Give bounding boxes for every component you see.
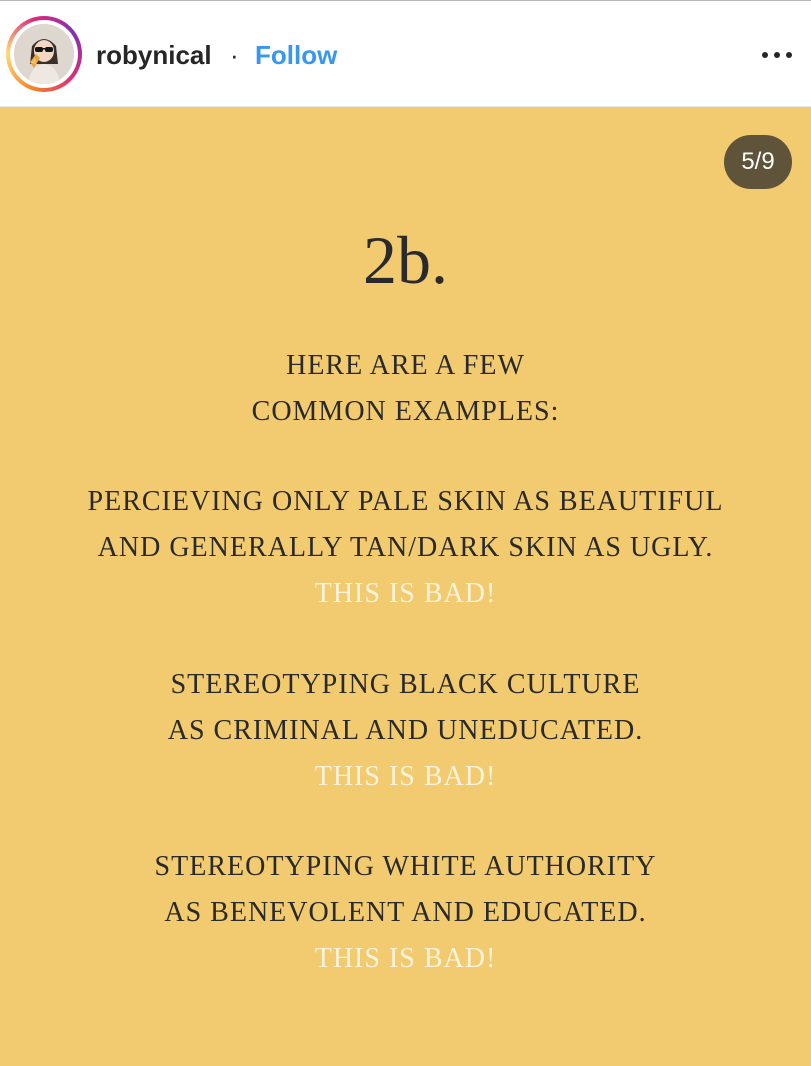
separator-dot: ·: [230, 40, 239, 70]
example-2-line-2: AS CRIMINAL AND UNEDUCATED.: [167, 715, 644, 746]
avatar[interactable]: [6, 16, 82, 92]
dot: [786, 52, 792, 58]
dot: [774, 52, 780, 58]
profile-photo-icon: [14, 24, 74, 84]
example-3-line-1: STEREOTYPING WHITE AUTHORITY: [154, 851, 657, 882]
dot: [762, 52, 768, 58]
example-3-verdict: THIS IS BAD!: [314, 943, 497, 974]
example-2-verdict: THIS IS BAD!: [314, 761, 497, 792]
avatar-border: [10, 20, 78, 88]
carousel-counter: 5/9: [724, 135, 792, 189]
slide-heading: 2b.: [363, 222, 448, 298]
intro-line-2: COMMON EXAMPLES:: [251, 396, 560, 427]
post-header: [0, 1, 811, 107]
more-options-icon[interactable]: [757, 41, 797, 69]
example-1-verdict: THIS IS BAD!: [314, 578, 497, 609]
follow-button[interactable]: Follow: [255, 40, 338, 70]
avatar-photo: [14, 24, 74, 84]
example-2-line-1: STEREOTYPING BLACK CULTURE: [170, 669, 641, 700]
example-1-line-1: PERCIEVING ONLY PALE SKIN AS BEAUTIFUL: [87, 486, 724, 517]
intro-line-1: HERE ARE A FEW: [286, 350, 525, 381]
example-1-line-2: AND GENERALLY TAN/DARK SKIN AS UGLY.: [97, 532, 714, 563]
username[interactable]: robynical: [96, 40, 212, 70]
example-3-line-2: AS BENEVOLENT AND EDUCATED.: [164, 897, 647, 928]
